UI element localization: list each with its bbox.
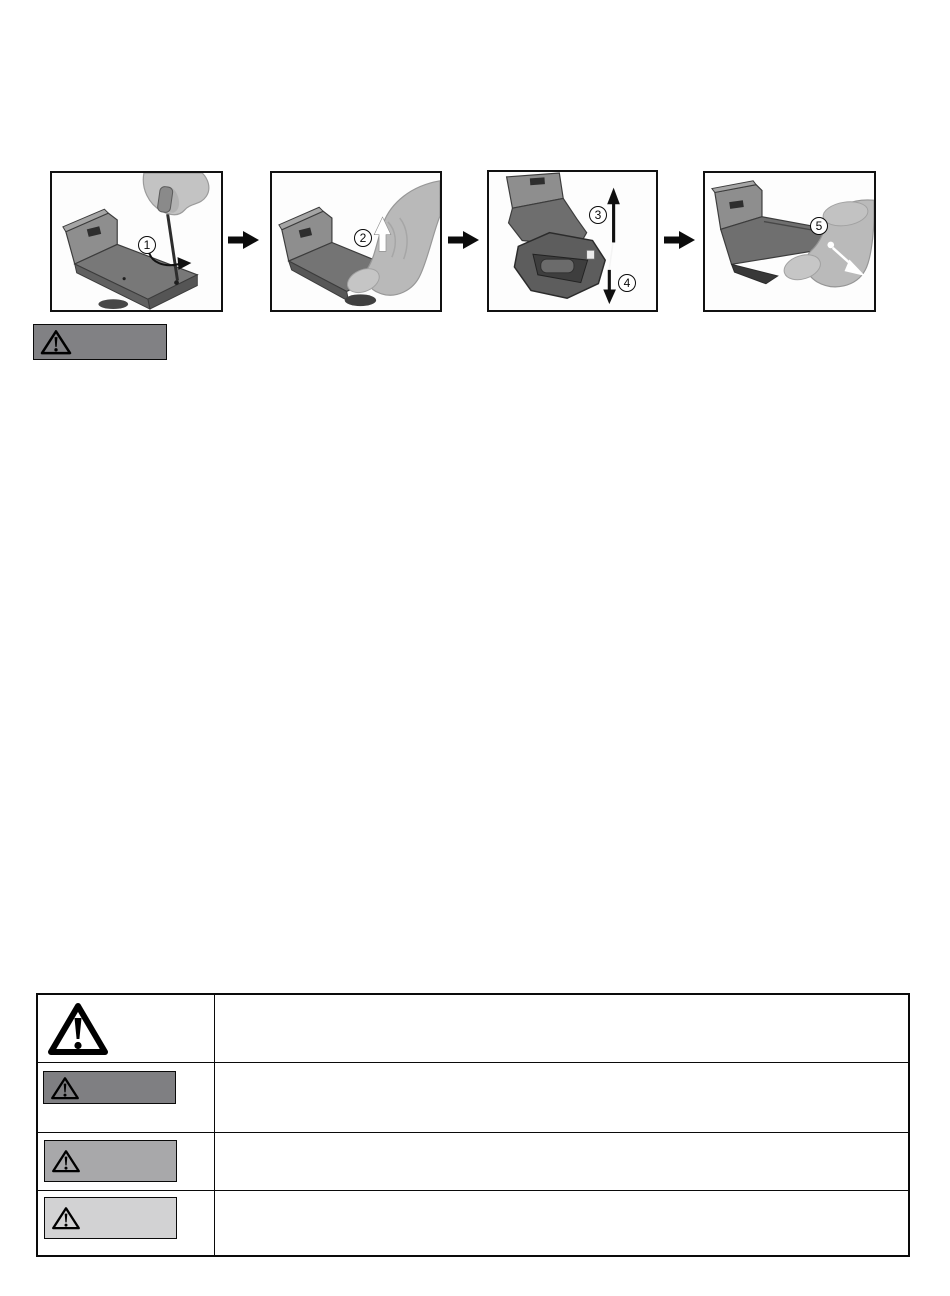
description-cell — [215, 1191, 908, 1255]
danger-banner — [43, 1071, 176, 1104]
cover-close-illustration — [705, 173, 874, 310]
device-unscrew-illustration — [52, 173, 221, 310]
description-cell — [215, 1063, 908, 1132]
step-2-marker — [354, 229, 372, 247]
step-photo-2 — [270, 171, 442, 312]
caution-banner — [44, 1197, 177, 1239]
table-row — [38, 1132, 908, 1190]
arrow-right-icon — [664, 231, 695, 249]
warning-triangle-icon — [39, 328, 73, 356]
warning-triangle-icon — [50, 1075, 80, 1101]
step-photo-1 — [50, 171, 223, 312]
warning-triangle-icon — [51, 1148, 81, 1174]
step-2-number: 2 — [359, 231, 367, 245]
step-5-marker — [810, 217, 828, 235]
table-row — [38, 1062, 908, 1132]
step-3-number: 3 — [594, 208, 602, 222]
step-photo-4 — [703, 171, 876, 312]
description-cell — [215, 995, 908, 1062]
description-cell — [215, 1133, 908, 1190]
symbol-cell — [38, 1133, 215, 1190]
table-row — [38, 1190, 908, 1255]
safety-symbols-table — [36, 993, 910, 1257]
step-4-number: 4 — [623, 276, 631, 290]
warning-triangle-icon — [46, 999, 110, 1059]
symbol-cell — [38, 1191, 215, 1255]
warning-triangle-icon — [51, 1205, 81, 1231]
step-3-marker — [589, 206, 607, 224]
step-4-marker — [618, 274, 636, 292]
table-row — [38, 995, 908, 1062]
step-5-number: 5 — [815, 219, 823, 233]
step-1-number: 1 — [143, 238, 151, 252]
arrow-right-icon — [228, 231, 259, 249]
note-banner — [33, 324, 167, 360]
step-photo-3 — [487, 170, 658, 312]
warning-banner — [44, 1140, 177, 1182]
symbol-cell — [38, 1063, 215, 1132]
step-1-marker — [138, 236, 156, 254]
symbol-cell — [38, 995, 215, 1062]
arrow-right-icon — [448, 231, 479, 249]
